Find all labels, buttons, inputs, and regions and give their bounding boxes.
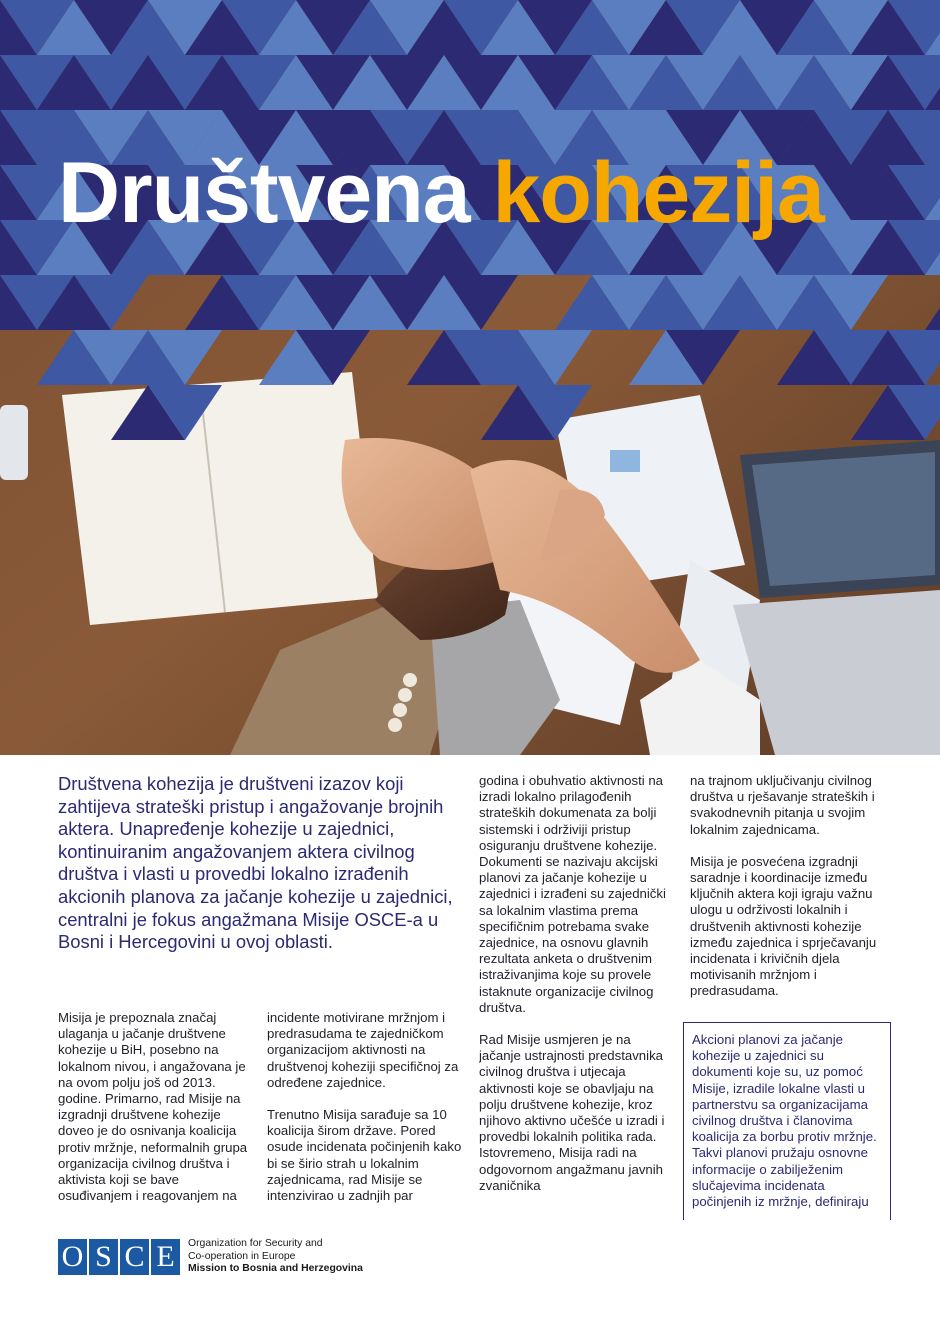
highlight-box-text: Akcioni planovi za jačanje kohezije u zajednici su dokumenti koje su, uz pomoć Misije, izradile lokalne vlasti u partnerstvu sa organizacijama civilnog društva i članovima koalicija za borbu protiv mržnje. Takvi planovi pružaju osnovne informacije o zabilježenim slučajevima incidenata počinjenih iz mržnje, definiraju xyxy=(692,1032,877,1210)
logo-line-1: Organization for Security and xyxy=(188,1238,323,1250)
logo-line-2: Co-operation in Europe xyxy=(188,1250,296,1262)
col2-paragraph-2: Trenutno Misija sarađuje sa 10 koalicija širom države. Pored osude incidenata počinjenih kako bi se širio strah u lokalnim zajednicama, rad Misije se intenzivirao u zadnjih par xyxy=(267,1107,462,1204)
osce-logo xyxy=(58,1237,363,1277)
osce-letter-o: O xyxy=(58,1239,87,1275)
osce-letter-c: C xyxy=(120,1239,149,1275)
col3-paragraph-1: godina i obuhvatio aktivnosti na izradi lokalno prilagođenih strateških dokumenata za bolji sistemski i održiviji pristup osiguranju društvene kohezije. Dokumenti se nazivaju akcijski planovi za jačanje kohezije u zajednici i izrađeni su zajednički sa lokalnim vlastima prema specifičnim potrebama svake zajednice, na osnovu glavnih rezultata anketa o društvenim istraživanjima koje su provele istaknute organizacije civilnog društva. xyxy=(479,773,666,1015)
osce-logo-text xyxy=(188,1238,363,1275)
page-title xyxy=(58,145,824,241)
osce-letter-e: E xyxy=(151,1239,180,1275)
column-4 xyxy=(690,773,890,1013)
osce-logo-mark xyxy=(58,1239,180,1275)
title-word-1: Društvena xyxy=(58,145,470,241)
col1-paragraph-1: Misija je prepoznala značaj ulaganja u jačanje društvene kohezije u BiH, posebno na lokalnom nivou, i angažovana je na ovom polju još od 2013. godine. Primarno, rad Misije na izgradnji društvene kohezije doveo je do osnivanja koalicija protiv mržnje, neformalnih grupa organizacija civilnog društva i aktivista koji se bave osuđivanjem i reagovanjem na xyxy=(58,1010,248,1204)
highlight-box xyxy=(683,1022,891,1220)
col4-paragraph-2: Misija je posvećena izgradnji saradnje i koordinacije između ključnih aktera koji igraju važnu ulogu u održivosti lokalnih i društvenih aktivnosti kohezije između zajednica i sprječavanju incidenata i krivičnih djela motivisanih mržnjom i predrasudama. xyxy=(690,853,877,999)
logo-line-3: Mission to Bosnia and Herzegovina xyxy=(188,1263,363,1275)
title-word-2: kohezija xyxy=(492,145,824,241)
column-3 xyxy=(479,773,675,1215)
col2-paragraph-1: incidente motivirane mržnjom i predrasudama te zajedničkom organizacijom aktivnosti na društvenoj koheziji specifičnoj za određene zajednice. xyxy=(267,1010,459,1090)
intro-paragraph: Društvena kohezija je društveni izazov koji zahtijeva strateški pristup i angažovanje brojnih aktera. Unapređenje kohezije u zajednici, kontinuiranim angažovanjem aktera civilnog društva i vlasti u provedbi lokalno izrađenih akcionih planova za jačanje kohezije u zajednici, centralni je fokus angažmana Misije OSCE-a u Bosni i Hercegovini u ovoj oblasti. xyxy=(58,773,453,953)
osce-letter-s: S xyxy=(89,1239,118,1275)
col4-paragraph-1: na trajnom uključivanju civilnog društva u rješavanje strateških i svakodnevnih pitanja u svojim lokalnim zajednicama. xyxy=(690,773,875,837)
col3-paragraph-2: Rad Misije usmjeren je na jačanje ustrajnosti predstavnika civilnog društva i utjecaja aktivnosti koje se obavljaju na polju društvene kohezije, kroz njihovo aktivno učešće u izradi i provedbi lokalnih politika rada. Istovremeno, Misija radi na odgovornom angažmanu javnih zvaničnika xyxy=(479,1032,665,1193)
column-2 xyxy=(267,1010,463,1215)
column-1 xyxy=(58,1010,248,1215)
